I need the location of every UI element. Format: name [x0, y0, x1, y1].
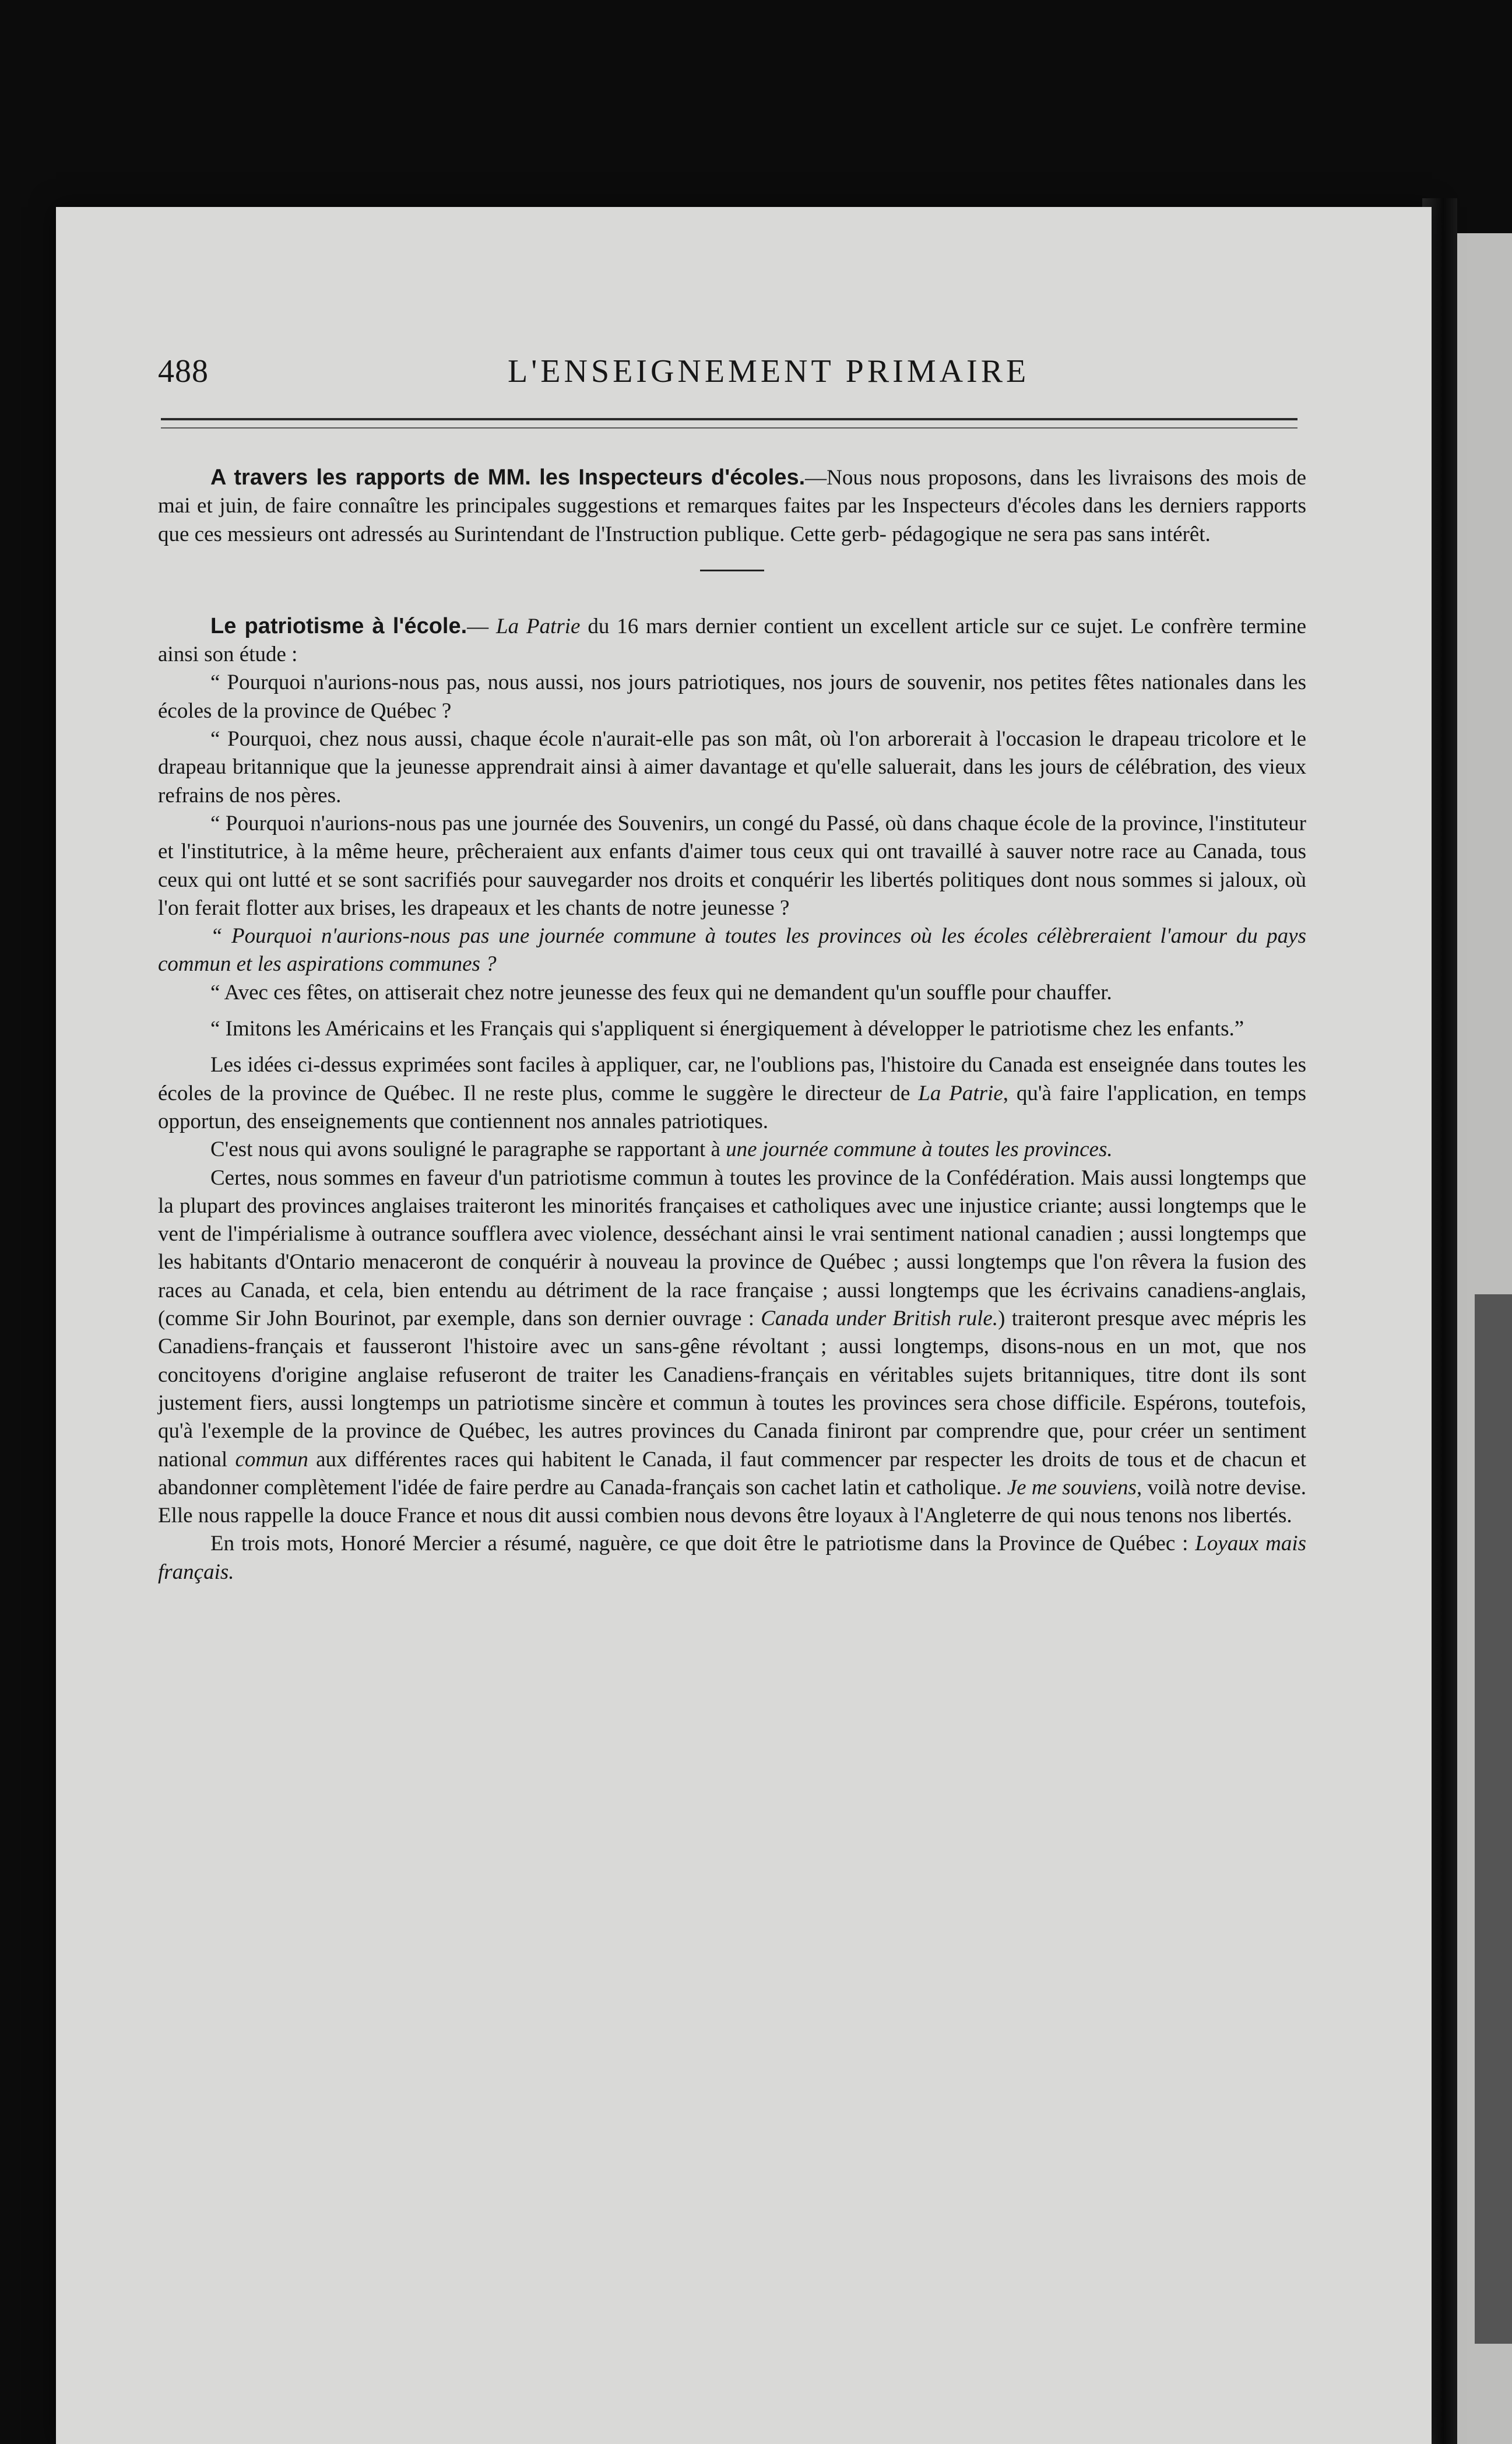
italic-span: La Patrie — [918, 1081, 1003, 1105]
italic-span: Je me souviens, — [1007, 1475, 1142, 1500]
italic-span: Loyaux mais français. — [158, 1532, 1306, 1584]
section-separator — [700, 570, 764, 571]
section-body: —Nous nous proposons, dans les livraisons des mois de mai et juin, de faire connaître les principales suggestions et remarques faites par les Inspecteurs d'écoles dans les derniers rapports que ces messieurs ont adressés au Surintendant de l'Instruction publique. Cette gerb- pédagogique ne sera pas sans intérêt. — [158, 466, 1306, 546]
quote-paragraph-italic: “ Pourquoi n'aurions-nous pas une journée commune à toutes les provinces où les écoles célèbreraient l'amour du pays commun et les aspirations communes ? — [158, 924, 1306, 977]
newspaper-title: La Patrie — [496, 614, 581, 638]
text-span: voilà notre devise. Elle nous rappelle la douce France et nous dit aussi combien nous devons être loyaux à l'Angleterre de qui nous tenons nos libertés. — [158, 1475, 1306, 1528]
paragraph — [158, 1051, 1306, 1136]
section-heading: A travers les rapports de MM. les Inspecteurs d'écoles. — [210, 465, 806, 490]
italic-span: Canada under British rule. — [761, 1307, 998, 1331]
text-span: Certes, nous sommes en faveur d'un patriotisme commun à toutes les province de la Confédération. Mais aussi longtemps que la plupart des provinces anglaises traiteront les minorités françaises et catholiques avec une injustice criante; aussi longtemps que le vent de l'impérialisme à outrance soufflera avec violence, desséchant ainsi le vrai sentiment national canadien ; aussi longtemps que les habitants d'Ontario menaceront de conquérir à nouveau la province de Québec ; aussi longtemps que l'on rêvera la fusion des races au Canada, et cela, bien entendu au détriment de la race française ; aussi longtemps que les écrivains canadiens-anglais, (comme Sir John Bourinot, par exemple, dans son dernier ouvrage : — [158, 1165, 1306, 1331]
header-rule-thin — [161, 427, 1297, 429]
running-title: L'ENSEIGNEMENT PRIMAIRE — [508, 353, 1030, 389]
section-patriotisme-intro — [158, 612, 1306, 669]
facing-page-edge — [1457, 233, 1512, 2444]
text-span: , qu'à faire l'application, en temps opportun, des enseignements que contiennent nos annales patriotiques. — [158, 1081, 1307, 1133]
quote-paragraph: “ Avec ces fêtes, on attiserait chez notre jeunesse des feux qui ne demandent qu'un souffle pour chauffer. — [210, 980, 1112, 1005]
text-span: ) traiteront presque avec mépris les Canadiens-français et fausseront l'histoire avec un sans-gêne révoltant ; aussi longtemps, disons-nous en un mot, que nos concitoyens d'origine anglaise refuseront de traiter les Canadiens-français en véritables sujets britanniques, titre dont ils sont justement fiers, aussi longtemps un patriotisme sincère et commun à toutes les provinces sera chose difficile. Espérons, toutefois, qu'à l'exemple de la province de Québec, les autres provinces du Canada finiront par comprendre que, pour créer un sentiment national — [158, 1307, 1306, 1472]
quote-paragraph: “ Pourquoi n'aurions-nous pas une journée des Souvenirs, un congé du Passé, où dans chaque école de la province, l'instituteur et l'institutrice, à la même heure, prêcheraient aux enfants d'aimer tous ceux qui ont travaillé à sauver notre race au Canada, tous ceux qui ont lutté et se sont sacrifiés pour sauvegarder nos droits et conquérir les libertés politiques dont nous sommes si jaloux, où l'on ferait flotter aux brises, les drapeaux et les chants de notre jeunesse ? — [158, 811, 1306, 920]
text-span: C'est nous qui avons souligné le paragraphe se rapportant à — [210, 1137, 726, 1162]
text-span: En trois mots, Honoré Mercier a résumé, naguère, ce que doit être le patriotisme dans la Province de Québec : — [210, 1532, 1195, 1556]
paragraph — [158, 1164, 1306, 1530]
quote-paragraph: “ Pourquoi, chez nous aussi, chaque école n'aurait-elle pas son mât, où l'on arborerait à l'occasion le drapeau tricolore et le drapeau britannique que la jeunesse apprendrait ainsi à aimer davantage et qu'elle saluerait, dans les jours de célébration, des vieux refrains de nos pères. — [158, 727, 1306, 807]
paragraph — [158, 1136, 1306, 1164]
text-span: aux différentes races qui habitent le Canada, il faut commencer par respecter les droits de tous et de chacun et abandonner complètement l'idée de faire perdre au Canada-français son cachet latin et catholique. — [158, 1447, 1307, 1500]
page-number: 488 — [158, 353, 209, 389]
paragraph — [158, 1530, 1306, 1586]
article-body — [158, 463, 1306, 1586]
book-page — [56, 207, 1432, 2444]
intro-text: du 16 mars dernier contient un excellent article sur ce sujet. Le confrère termine ainsi son étude : — [158, 614, 1306, 667]
section-heading: Le patriotisme à l'école. — [210, 613, 467, 638]
italic-span: commun — [235, 1447, 308, 1472]
text-span: Les idées ci-dessus exprimées sont faciles à appliquer, car, ne l'oublions pas, l'histoire du Canada est enseignée dans toutes les écoles de la province de Québec. Il ne reste plus, comme le suggère le directeur de — [158, 1053, 1306, 1105]
quote-paragraph: “ Imitons les Américains et les Français qui s'appliquent si énergiquement à développer le patriotisme chez les enfants.” — [210, 1017, 1244, 1041]
header-rule — [161, 418, 1297, 420]
dash: — — [467, 614, 497, 638]
italic-span: une journée commune à toutes les provinces. — [726, 1137, 1113, 1162]
page-header — [158, 347, 1359, 399]
quote-paragraph: “ Pourquoi n'aurions-nous pas, nous aussi, nos jours patriotiques, nos jours de souvenir, nos petites fêtes nationales dans les écoles de la province de Québec ? — [158, 670, 1306, 723]
facing-page-shadow — [1475, 1294, 1512, 2344]
section-inspecteurs — [158, 463, 1306, 549]
